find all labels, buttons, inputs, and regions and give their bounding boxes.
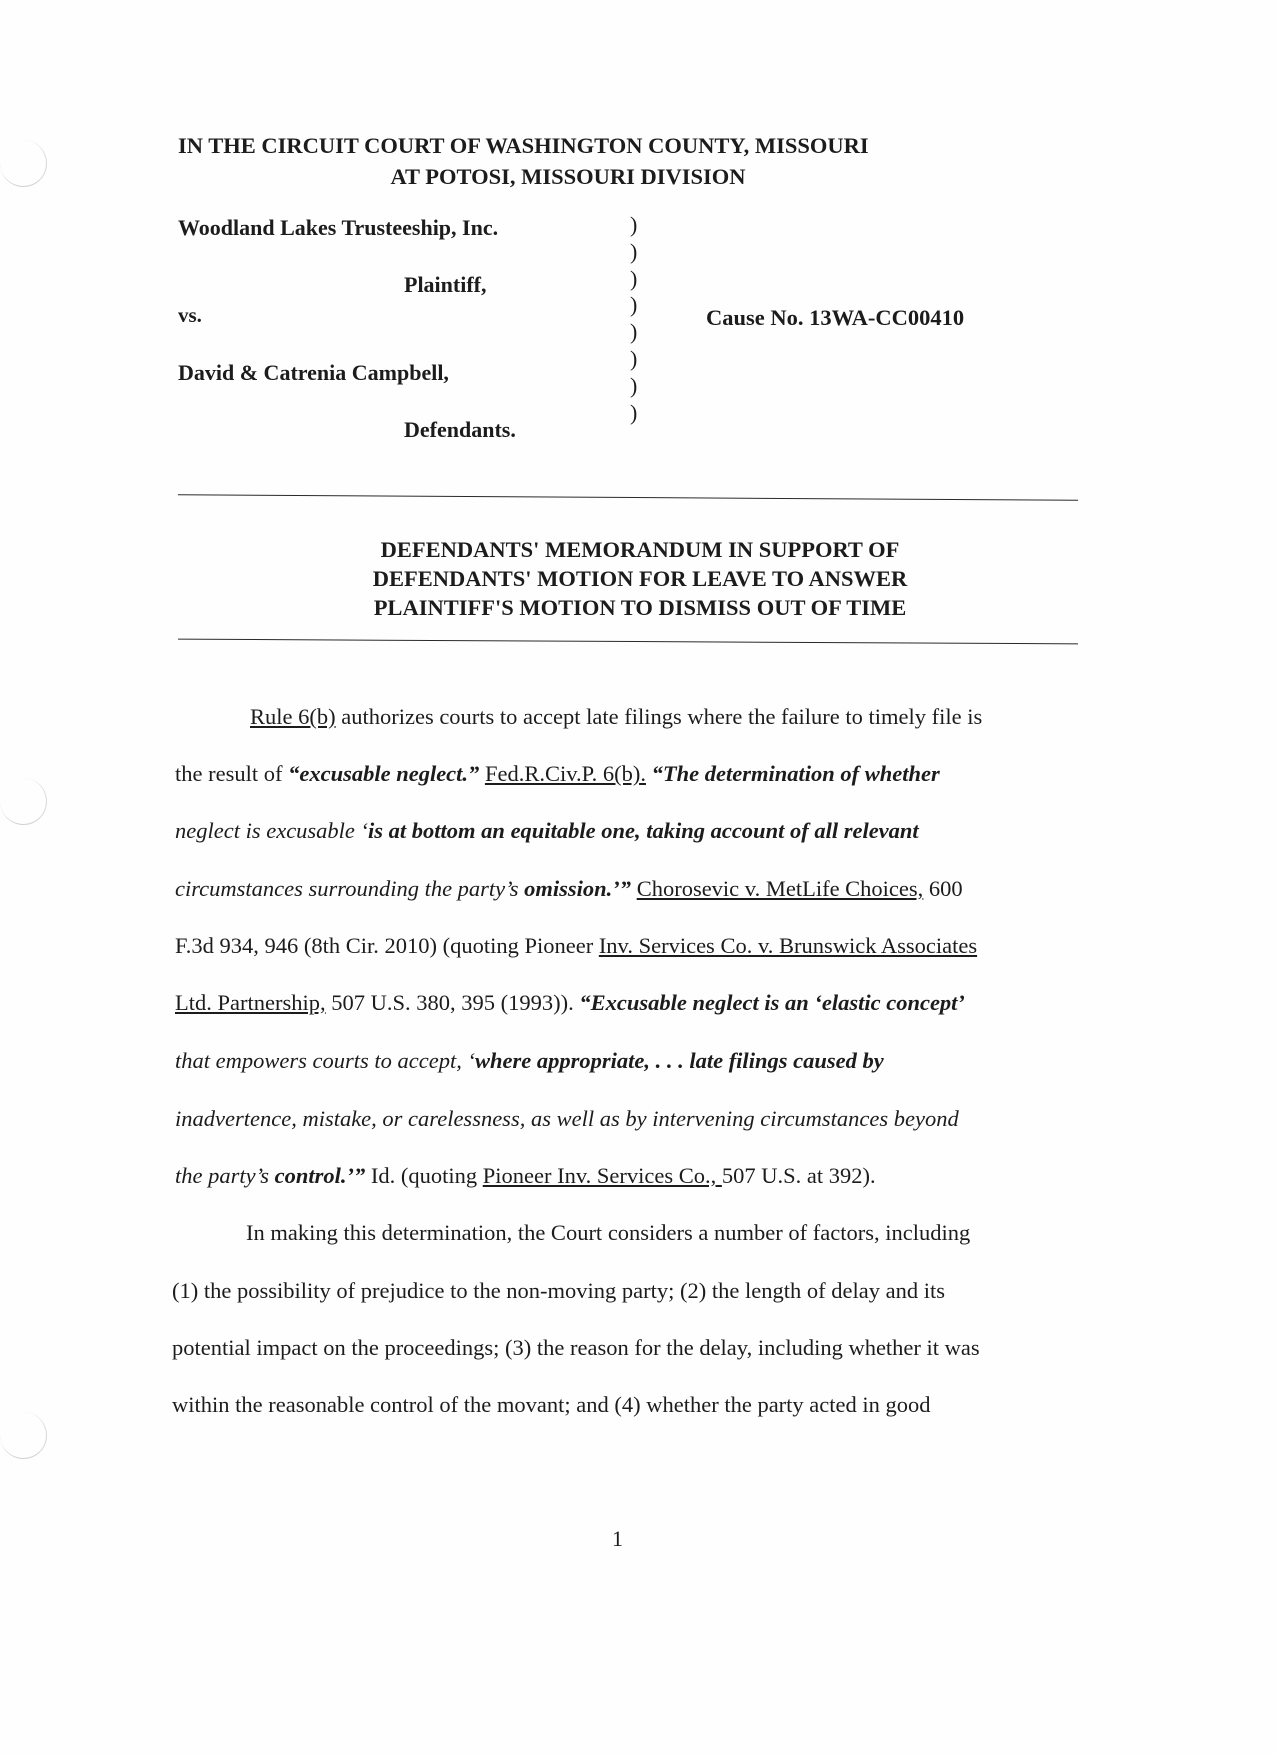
citation-frcp: Fed.R.Civ.P. 6(b). — [484, 761, 646, 786]
page-number: 1 — [612, 1526, 623, 1551]
title-line: DEFENDANTS' MEMORANDUM IN SUPPORT OF — [380, 537, 900, 562]
title-line: PLAINTIFF'S MOTION TO DISMISS OUT OF TIME — [373, 595, 907, 620]
court-name: IN THE CIRCUIT COURT OF WASHINGTON COUNTY, MISSOURI — [178, 133, 869, 158]
paren: ) — [630, 238, 638, 264]
punch-hole-top — [0, 140, 47, 187]
body-line: Ltd. Partnership, 507 U.S. 380, 395 (1993)). “Excusable neglect is an ‘elastic concept’ — [175, 990, 965, 1015]
paren: ) — [630, 212, 638, 237]
body-line: In making this determination, the Court considers a number of factors, including — [246, 1220, 971, 1245]
plaintiff-name: Woodland Lakes Trusteeship, Inc. — [178, 215, 499, 240]
paren: ) — [630, 319, 638, 345]
paren: ) — [630, 292, 638, 318]
memorandum-title — [300, 535, 980, 622]
defendant-name: David & Catrenia Campbell, — [178, 360, 449, 385]
versus: vs. — [178, 303, 202, 327]
body-line: potential impact on the proceedings; (3) the reason for the delay, including whether it was — [172, 1335, 980, 1360]
citation-chorosevic: Chorosevic v. MetLife Choices, — [636, 876, 924, 901]
cause-number: Cause No. 13WA-CC00410 — [706, 305, 965, 330]
court-heading — [178, 130, 958, 192]
citation-rule-6b: Rule 6(b) — [250, 704, 336, 729]
citation-pioneer-short: Pioneer Inv. Services Co., — [482, 1163, 722, 1188]
punch-hole-bottom — [0, 1412, 47, 1459]
body-line: circumstances surrounding the party’s omission.’” Chorosevic v. MetLife Choices, 600 — [175, 876, 963, 901]
body-line: within the reasonable control of the movant; and (4) whether the party acted in good — [172, 1392, 931, 1417]
paren: ) — [630, 372, 638, 398]
paren: ) — [630, 345, 638, 371]
defendant-role: Defendants. — [404, 417, 516, 442]
paren: ) — [630, 265, 638, 291]
title-line: DEFENDANTS' MOTION FOR LEAVE TO ANSWER — [372, 566, 908, 591]
body-line: that empowers courts to accept, ‘where appropriate, . . . late filings caused by — [175, 1048, 884, 1073]
body-line: F.3d 934, 946 (8th Cir. 2010) (quoting Pioneer Inv. Services Co. v. Brunswick Associates — [175, 933, 978, 958]
body-line: Rule 6(b) authorizes courts to accept late filings where the failure to timely file is — [250, 704, 983, 729]
punch-hole-middle — [0, 778, 47, 825]
body-line: inadvertence, mistake, or carelessness, as well as by intervening circumstances beyond — [175, 1106, 959, 1131]
citation-pioneer: Inv. Services Co. v. Brunswick Associates — [598, 933, 978, 958]
caption-parentheses — [630, 212, 637, 426]
body-line: the result of “excusable neglect.” Fed.R.Civ.P. 6(b). “The determination of whether — [175, 761, 940, 786]
body-line: neglect is excusable ‘is at bottom an equitable one, taking account of all relevant — [175, 818, 919, 843]
divider-bottom — [178, 639, 1078, 645]
citation-pioneer-cont: Ltd. Partnership, — [175, 990, 326, 1015]
plaintiff-role: Plaintiff, — [404, 272, 487, 297]
divider-top — [178, 494, 1078, 500]
body-line: the party’s control.’” Id. (quoting Pioneer Inv. Services Co., 507 U.S. at 392). — [175, 1163, 876, 1188]
court-division: AT POTOSI, MISSOURI DIVISION — [390, 164, 746, 189]
paren: ) — [630, 399, 638, 425]
body-line: (1) the possibility of prejudice to the non-moving party; (2) the length of delay and its — [172, 1278, 945, 1303]
